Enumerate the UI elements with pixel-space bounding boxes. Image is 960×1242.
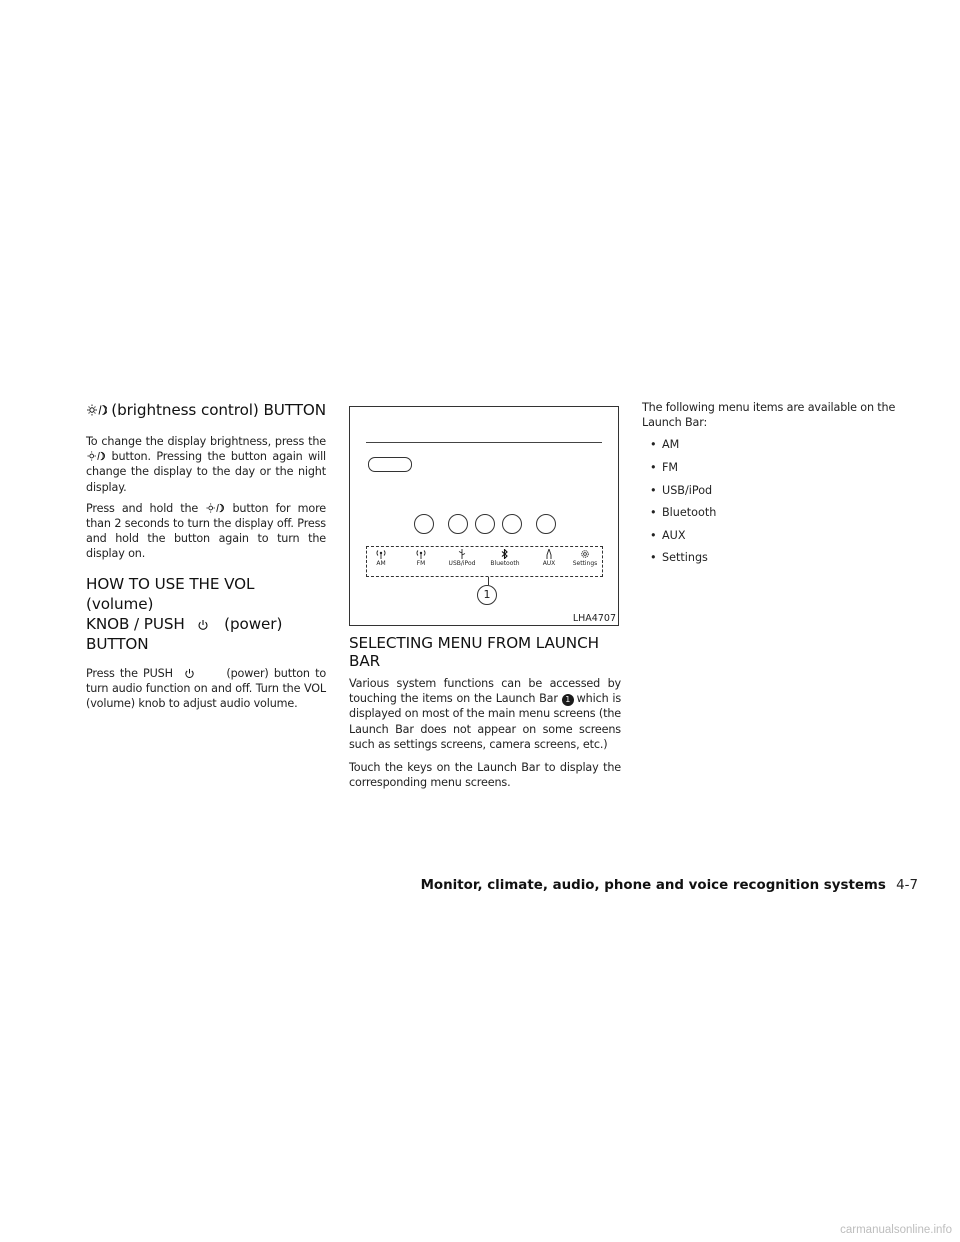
launch-bar-paragraph-2: Touch the keys on the Launch Bar to display the corresponding menu screens. [349,761,621,790]
page-footer [0,878,960,893]
launch-bar-settings [565,549,605,567]
label: AM [376,560,386,567]
label: AUX [542,560,556,567]
screen-circle [536,514,556,534]
list-item: • Settings [650,551,708,565]
vol-heading [86,574,326,654]
screen-circle [448,514,468,534]
text: which is displayed on most of the main menu screens (the Launch Bar does not appear on some screens such as settings screens, camera screens, etc.) [349,692,621,751]
text: Press and hold the [86,501,199,515]
text: KNOB / PUSH [86,614,185,633]
vol-paragraph [86,666,326,712]
text: AUX [662,528,686,542]
list-item: • AM [650,438,680,452]
text: Press the PUSH [86,666,173,680]
launch-bar-figure [349,406,619,626]
brightness-icon [87,403,107,417]
launch-bar-bluetooth [485,549,525,567]
callout-badge: 1 [562,694,574,706]
menu-list [642,434,917,570]
power-icon [197,619,209,631]
launch-bar-am [361,549,401,567]
label: USB/iPod [448,560,476,567]
text: (power) button to turn audio function on and off. Turn the VOL (volume) knob to adjust audio volume. [86,666,327,711]
brightness-paragraph-1 [86,434,326,495]
text: USB/iPod [662,483,713,497]
right-column [642,400,917,570]
launch-bar-usb [442,549,482,567]
text: Bluetooth [662,506,717,520]
text: (power) BUTTON [86,614,283,653]
launch-bar-heading: SELECTING MENU FROM LAUNCH BAR [349,634,599,670]
callout-line [488,577,489,585]
usb-icon [457,549,467,559]
radio-wave-icon [415,549,427,559]
list-item: • FM [650,461,679,474]
middle-column [349,400,621,790]
text: FM [662,461,679,474]
page-number: 4-7 [896,878,918,893]
label: FM [416,560,426,567]
left-column [86,400,326,711]
brightness-icon [86,450,106,462]
watermark: carmanualsonline.info [840,1224,952,1236]
figure-code: LHA4707 [572,613,616,624]
label: Settings [572,560,598,567]
launch-bar [366,546,603,577]
brightness-icon [205,502,225,514]
text: HOW TO USE THE VOL (volume) [86,574,255,613]
list-item: • AUX [650,528,686,542]
launch-bar-fm [401,549,441,567]
text: button for more than 2 seconds to turn the display off. Press and hold the button again to turn the display on. [86,501,327,561]
label: Bluetooth [490,560,520,567]
screen-circle [475,514,495,534]
bluetooth-icon [501,549,509,559]
text: Settings [662,551,708,565]
list-item: • Bluetooth [650,506,717,520]
text: button. Pressing the button again will change the display to the day or the night display. [86,450,326,494]
launch-bar-aux [529,549,569,567]
screen-circle [502,514,522,534]
brightness-heading-text: (brightness control) BUTTON [111,401,326,419]
brightness-paragraph-2 [86,501,326,562]
text: To change the display brightness, press the [86,435,326,448]
launch-bar-paragraph-1 [349,676,621,752]
text: AM [662,438,680,452]
radio-wave-icon [375,549,387,559]
power-icon [184,668,195,679]
callout-number: 1 [477,585,497,605]
list-item: • USB/iPod [650,483,713,497]
brightness-heading [82,400,326,420]
chapter-title: Monitor, climate, audio, phone and voice recognition systems [420,878,886,893]
text: Various system functions can be accessed by touching the items on the Launch Bar [349,677,621,706]
menu-intro: The following menu items are available on the Launch Bar: [642,401,896,430]
gear-icon [580,549,590,559]
aux-plug-icon [545,549,553,559]
screen-circle [414,514,434,534]
screen-header-line [366,442,602,443]
screen-pill-button [368,457,412,472]
